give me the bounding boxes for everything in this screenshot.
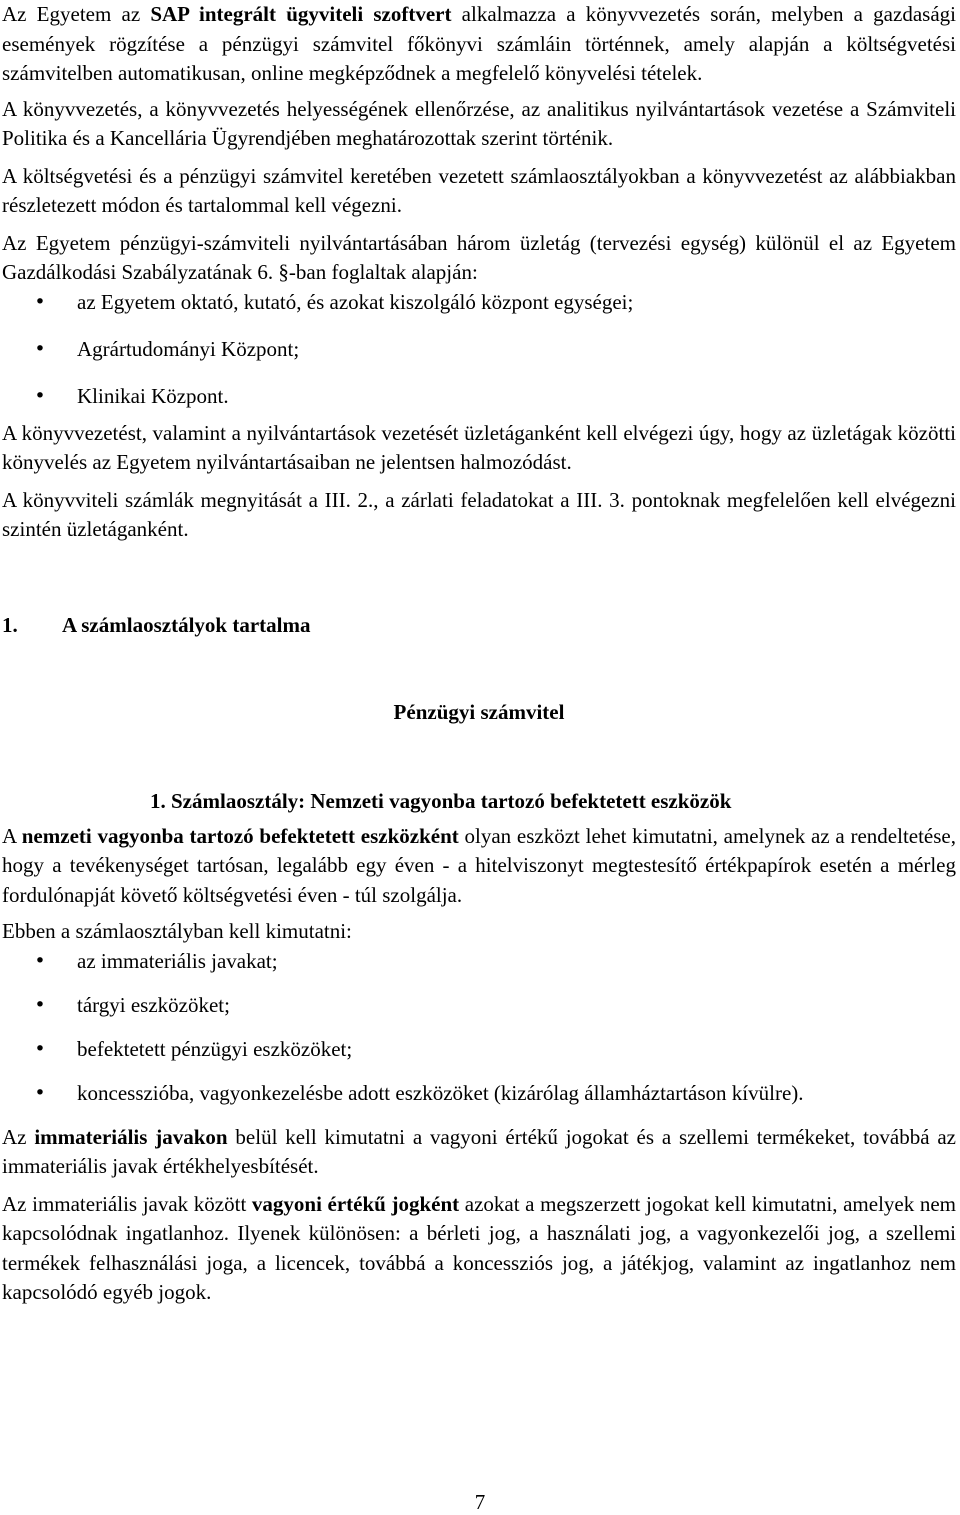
- asset-types-list: [2, 947, 956, 1108]
- bullet-icon: •: [34, 1037, 46, 1060]
- bullet-icon: •: [34, 993, 46, 1016]
- paragraph-opening-closing: A könyvviteli számlák megnyitását a III. 2., a zárlati feladatokat a III. 3. pontoknak megfelelően kell elvégezni szintén üzletáganként.: [2, 487, 956, 541]
- list-item: • koncesszióba, vagyonkezelésbe adott eszközöket (kizárólag államháztartáson kívülre).: [2, 1079, 956, 1108]
- paragraph-bookkeeping-by-unit: A könyvvezetést, valamint a nyilvántartások vezetését üzletáganként kell elvégezi úgy, hogy az üzletágak közötti könyvelés az Egyetem nyilvántartásaiban ne jelentsen halmozódást.: [2, 420, 956, 474]
- list-item: • tárgyi eszközöket;: [2, 991, 956, 1020]
- page-number: 7: [474, 1490, 486, 1514]
- list-item: • az Egyetem oktató, kutató, és azokat kiszolgáló központ egységei;: [2, 288, 956, 317]
- list-item: • az immateriális javakat;: [2, 947, 956, 976]
- list-item: • Agrártudományi Központ;: [2, 335, 956, 364]
- paragraph-account-class-contents: Ebben a számlaosztályban kell kimutatni:: [2, 919, 352, 943]
- account-class-heading: 1. Számlaosztály: Nemzeti vagyonba tartozó befektetett eszközök: [150, 788, 732, 813]
- document-page: [2, 0, 956, 1308]
- paragraph-business-lines: Az Egyetem pénzügyi-számviteli nyilvántartásában három üzletág (tervezési egység) különül el az Egyetem Gazdálkodási Szabályzatának 6. §-ban foglaltak alapján:: [2, 230, 956, 284]
- paragraph-bookkeeping-control: A könyvvezetés, a könyvvezetés helyességének ellenőrzése, az analitikus nyilvántartások vezetése a Számviteli Politika és a Kancellária Ügyrendjében meghatározottak szerint történik.: [2, 96, 956, 150]
- paragraph-account-classes: A költségvetési és a pénzügyi számvitel keretében vezetett számlaosztályokban a könyvvezetést az alábbiakban részletezett módon és tartalommal kell végezni.: [2, 163, 956, 217]
- list-item: • befektetett pénzügyi eszközöket;: [2, 1035, 956, 1064]
- bullet-icon: •: [34, 384, 46, 407]
- paragraph-fixed-assets-definition: A nemzeti vagyonba tartozó befektetett eszközként olyan eszközt lehet kimutatni, amelynek az a rendeltetése, hogy a tevékenységet tartósan, legalább egy éven - a hitelviszonyt megtestesítő értékpapírok esetén a mérleg fordulónapját követő költségvetési éven - túl szolgálja.: [2, 823, 956, 907]
- paragraph-property-rights: Az immateriális javak között vagyoni értékű jogként azokat a megszerzett jogokat kell kimutatni, amelyek nem kapcsolódnak ingatlanhoz. Ilyenek különösen: a bérleti jog, a használati jog, a vagyonkezelői jog, a szellemi termékek felhasználási joga, a licencek, továbbá a koncessziós jog, a játékjog, valamint az ingatlanhoz nem kapcsolódó egyéb jogok.: [2, 1191, 956, 1304]
- bullet-icon: •: [34, 1081, 46, 1104]
- financial-accounting-heading: Pénzügyi számvitel: [393, 699, 565, 724]
- business-units-list: [2, 288, 956, 411]
- sap-software-emphasis: SAP integrált ügyviteli szoftvert: [150, 2, 452, 26]
- bullet-icon: •: [34, 290, 46, 313]
- paragraph-intangible-assets: Az immateriális javakon belül kell kimutatni a vagyoni értékű jogokat és a szellemi termékeket, továbbá az immateriális javak értékhelyesbítését.: [2, 1124, 957, 1178]
- bullet-icon: •: [34, 949, 46, 972]
- bullet-icon: •: [34, 337, 46, 360]
- section-heading: 1. A számlaosztályok tartalma: [2, 612, 311, 637]
- list-item: • Klinikai Központ.: [2, 382, 956, 411]
- paragraph-sap-intro: Az Egyetem az SAP integrált ügyviteli szoftvert alkalmazza a könyvvezetés során, melyben a gazdasági események rögzítése a pénzügyi számvitel főkönyvi számláin történnek, amely alapján a költségvetési számvitelben automatikusan, online megképződnek a megfelelő könyvelési tételek.: [2, 2, 956, 85]
